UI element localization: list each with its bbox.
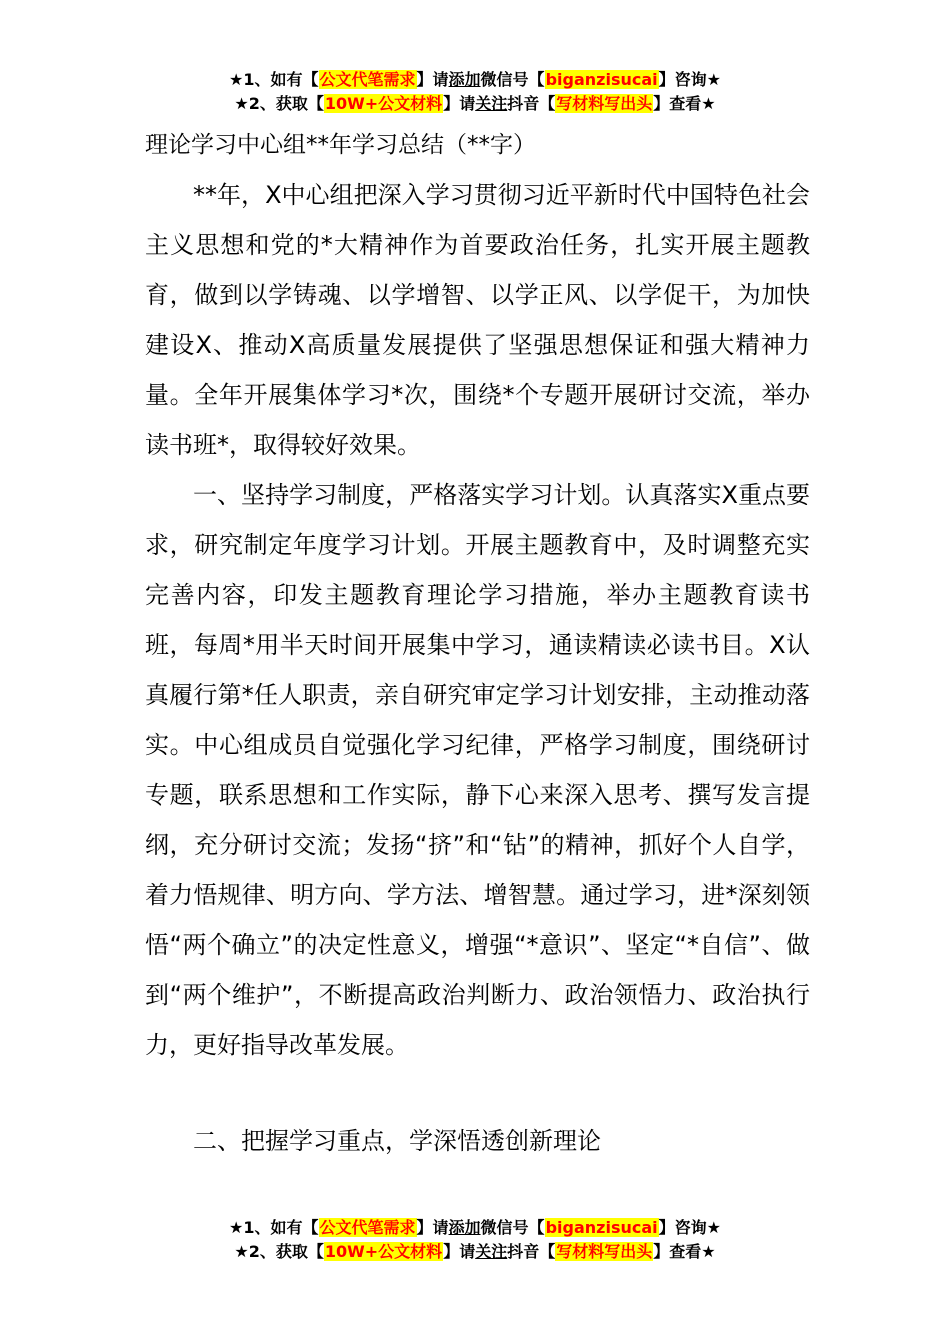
section-heading-2: 二、把握学习重点，学深悟透创新理论 [193,1127,601,1155]
banner-text: 微信号【 [480,1218,545,1237]
banner-line-1 [0,68,950,92]
banner-highlight: biganzisucai [545,70,658,89]
header-banner [0,68,950,116]
banner-text: 微信号【 [480,70,545,89]
banner-text: 】请 [416,70,449,89]
banner-text: ★1、如有【 [229,1218,319,1237]
banner-text: 】请 [416,1218,449,1237]
banner-underlined-text: 关注 [475,1242,508,1261]
banner-line-2 [0,92,950,116]
banner-text: 】查看★ [653,1242,716,1261]
banner-highlight: biganzisucai [545,1218,658,1237]
banner-text: ★2、获取【 [234,94,324,113]
banner-underlined-text: 添加 [448,1218,481,1237]
banner-text: 抖音【 [507,1242,556,1261]
banner-underlined-text: 添加 [448,70,481,89]
banner-highlight: 10W+公文材料 [324,94,443,113]
banner-highlight: 10W+公文材料 [324,1242,443,1261]
banner-line-1 [0,1216,950,1240]
banner-underlined-text: 关注 [475,94,508,113]
banner-text: 】查看★ [653,94,716,113]
banner-text: ★2、获取【 [234,1242,324,1261]
footer-banner [0,1216,950,1264]
banner-text: 】请 [443,94,476,113]
banner-highlight: 公文代笔需求 [319,1218,416,1237]
banner-text: ★1、如有【 [229,70,319,89]
body-paragraph-1: **年，X中心组把深入学习贯彻习近平新时代中国特色社会主义思想和党的*大精神作为首要政治任务，扎实开展主题教育，做到以学铸魂、以学增智、以学正风、以学促干，为加快建设X、推动X高质量发展提供了坚强思想保证和强大精神力量。全年开展集体学习*次，围绕*个专题开展研讨交流，举办读书班*，取得较好效果。 [145,181,810,459]
banner-text: 】请 [443,1242,476,1261]
banner-text: 抖音【 [507,94,556,113]
banner-highlight: 写材料写出头 [556,1242,653,1261]
banner-line-2 [0,1240,950,1264]
banner-highlight: 写材料写出头 [556,94,653,113]
document-title: 理论学习中心组**年学习总结（**字） [145,132,536,158]
banner-highlight: 公文代笔需求 [319,70,416,89]
banner-text: 】咨询★ [658,1218,721,1237]
body-paragraph-2: 一、坚持学习制度，严格落实学习计划。认真落实X重点要求，研究制定年度学习计划。开展主题教育中，及时调整充实完善内容，印发主题教育理论学习措施，举办主题教育读书班，每周*用半天时间开展集中学习，通读精读必读书目。X认真履行第*任人职责，亲自研究审定学习计划安排，主动推动落实。中心组成员自觉强化学习纪律，严格学习制度，围绕研讨专题，联系思想和工作实际，静下心来深入思考、撰写发言提纲，充分研讨交流；发扬“挤”和“钻”的精神，抓好个人自学，着力悟规律、明方向、学方法、增智慧。通过学习，进*深刻领悟“两个确立”的决定性意义，增强“*意识”、坚定“*自信”、做到“两个维护”，不断提高政治判断力、政治领悟力、政治执行力，更好指导改革发展。 [145,481,810,1059]
banner-text: 】咨询★ [658,70,721,89]
